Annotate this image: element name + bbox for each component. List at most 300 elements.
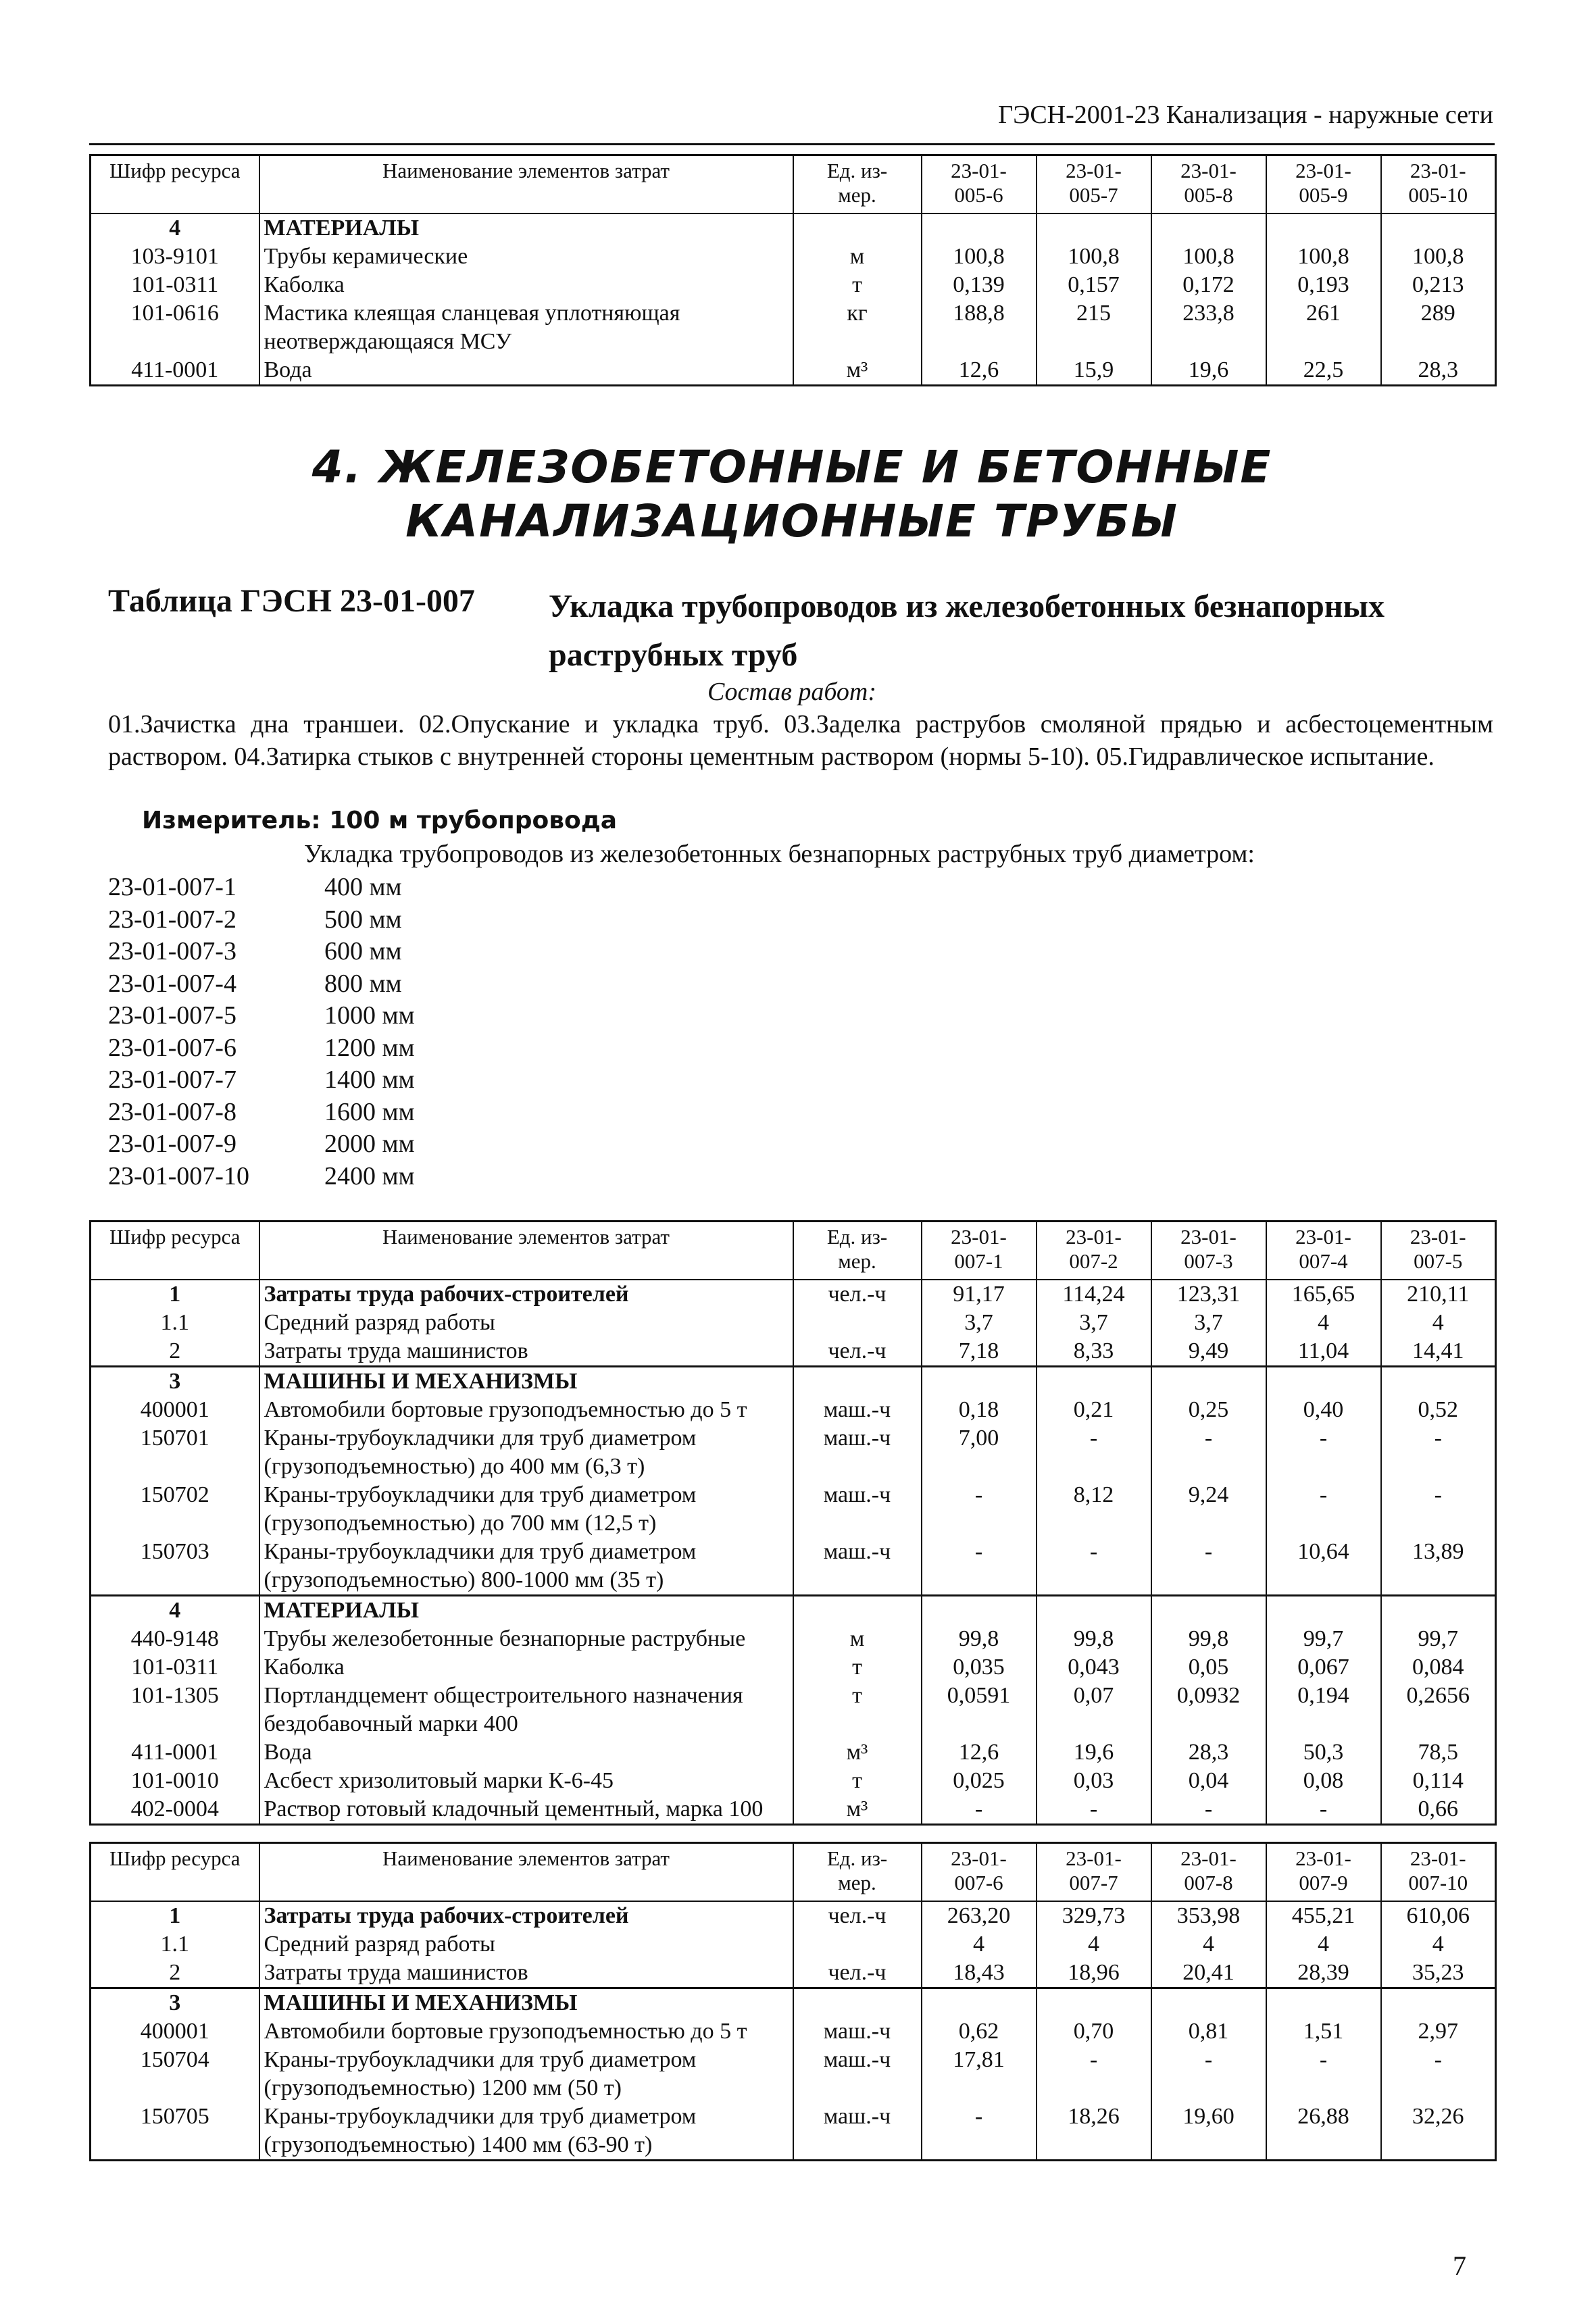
diameter-item	[108, 1161, 415, 1193]
cost-element-name: Краны-трубоукладчики для труб диаметром (грузоподъемностью) 1200 мм (50 т)	[259, 2046, 793, 2103]
diameter-value: 600 мм	[324, 937, 402, 965]
value-cell: 100,8	[922, 243, 1037, 271]
cost-element-name: Асбест хризолитовый марки К-6-45	[259, 1767, 793, 1795]
header-norm-code: 23-01- 005-10	[1381, 155, 1496, 214]
cost-element-name: МАТЕРИАЛЫ	[259, 213, 793, 243]
resource-code: 101-0311	[91, 271, 259, 299]
value-cell: 4	[922, 1930, 1037, 1959]
cost-element-name: Портландцемент общестроительного назначения бездобавочный марки 400	[259, 1682, 793, 1738]
resource-code: 2	[91, 1959, 259, 1988]
value-cell	[1266, 1596, 1381, 1626]
value-cell: 261	[1266, 299, 1381, 356]
header-norm-code: 23-01- 007-3	[1151, 1222, 1266, 1280]
table-row	[91, 1930, 1496, 1959]
value-cell: -	[1037, 2046, 1151, 2103]
header-norm-code: 23-01- 005-7	[1037, 155, 1151, 214]
table-row	[91, 1424, 1496, 1481]
norm-code: 23-01-007-1	[108, 873, 236, 901]
cost-element-name: МАТЕРИАЛЫ	[259, 1596, 793, 1626]
resource-code: 150705	[91, 2103, 259, 2161]
unit-cell: маш.-ч	[793, 2046, 922, 2103]
table-row	[91, 1538, 1496, 1596]
value-cell: 0,139	[922, 271, 1037, 299]
resource-code: 150701	[91, 1424, 259, 1481]
table-row	[91, 1309, 1496, 1337]
resource-code: 101-1305	[91, 1682, 259, 1738]
value-cell: 188,8	[922, 299, 1037, 356]
value-cell: 8,33	[1037, 1337, 1151, 1367]
value-cell: 4	[1266, 1930, 1381, 1959]
value-cell: -	[1266, 2046, 1381, 2103]
value-cell	[1266, 1988, 1381, 2018]
value-cell: 0,04	[1151, 1767, 1266, 1795]
diameter-item	[108, 1032, 415, 1065]
value-cell: 100,8	[1381, 243, 1496, 271]
value-cell	[1151, 1988, 1266, 2018]
unit-cell: т	[793, 1682, 922, 1738]
value-cell: 0,05	[1151, 1653, 1266, 1682]
value-cell: 4	[1037, 1930, 1151, 1959]
value-cell: 0,66	[1381, 1795, 1496, 1825]
resource-code: 1	[91, 1901, 259, 1930]
cost-element-name: Трубы железобетонные безнапорные раструбные	[259, 1625, 793, 1653]
norm-code: 23-01-007-8	[108, 1097, 236, 1126]
cost-element-name: Затраты труда рабочих-строителей	[259, 1901, 793, 1930]
table-row	[91, 213, 1496, 243]
value-cell: 17,81	[922, 2046, 1037, 2103]
value-cell: 123,31	[1151, 1280, 1266, 1309]
value-cell: 0,035	[922, 1653, 1037, 1682]
value-cell: 610,06	[1381, 1901, 1496, 1930]
table-row	[91, 1901, 1496, 1930]
resource-code: 2	[91, 1337, 259, 1367]
value-cell: -	[1381, 1424, 1496, 1481]
cost-element-name: Автомобили бортовые грузоподъемностью до 5 т	[259, 2017, 793, 2046]
value-cell: 0,025	[922, 1767, 1037, 1795]
table-row	[91, 356, 1496, 386]
table-label: Таблица ГЭСН 23-01-007	[108, 583, 475, 619]
resource-code: 402-0004	[91, 1795, 259, 1825]
value-cell: 28,3	[1381, 356, 1496, 386]
value-cell: -	[1151, 1538, 1266, 1596]
value-cell: 0,084	[1381, 1653, 1496, 1682]
cost-element-name: Краны-трубоукладчики для труб диаметром (грузоподъемностью) 1400 мм (63-90 т)	[259, 2103, 793, 2161]
value-cell: 35,23	[1381, 1959, 1496, 1988]
norm-code: 23-01-007-10	[108, 1161, 249, 1190]
table-header-row	[91, 155, 1496, 214]
resource-code: 4	[91, 213, 259, 243]
unit-cell: м³	[793, 1738, 922, 1767]
value-cell: 22,5	[1266, 356, 1381, 386]
value-cell: -	[1381, 1481, 1496, 1538]
header-unit: Ед. из- мер.	[793, 1222, 922, 1280]
value-cell: 0,0591	[922, 1682, 1037, 1738]
value-cell: 7,18	[922, 1337, 1037, 1367]
header-name: Наименование элементов затрат	[259, 155, 793, 214]
cost-element-name: Средний разряд работы	[259, 1930, 793, 1959]
table-row	[91, 1795, 1496, 1825]
value-cell: 4	[1381, 1930, 1496, 1959]
cost-element-name: Вода	[259, 356, 793, 386]
cost-element-name: МАШИНЫ И МЕХАНИЗМЫ	[259, 1367, 793, 1397]
norm-code: 23-01-007-9	[108, 1130, 236, 1158]
resource-code: 101-0311	[91, 1653, 259, 1682]
value-cell: 329,73	[1037, 1901, 1151, 1930]
unit-cell: м³	[793, 356, 922, 386]
resource-code: 150703	[91, 1538, 259, 1596]
diameter-value: 800 мм	[324, 969, 402, 998]
value-cell: 26,88	[1266, 2103, 1381, 2161]
resource-code: 150704	[91, 2046, 259, 2103]
value-cell: 4	[1266, 1309, 1381, 1337]
cost-element-name: Затраты труда рабочих-строителей	[259, 1280, 793, 1309]
diameter-item	[108, 904, 415, 936]
value-cell: 4	[1381, 1309, 1496, 1337]
value-cell	[922, 1988, 1037, 2018]
value-cell: 0,21	[1037, 1396, 1151, 1424]
header-rule	[89, 143, 1495, 145]
value-cell: 91,17	[922, 1280, 1037, 1309]
value-cell: 9,49	[1151, 1337, 1266, 1367]
value-cell: 19,6	[1151, 356, 1266, 386]
resource-code: 440-9148	[91, 1625, 259, 1653]
resource-code: 400001	[91, 1396, 259, 1424]
value-cell: 0,114	[1381, 1767, 1496, 1795]
value-cell: 1,51	[1266, 2017, 1381, 2046]
works-text: 01.Зачистка дна траншеи. 02.Опускание и укладка труб. 03.Заделка раструбов смоляной прядью и асбестоцементным раствором. 04.Затирка стыков с внутренней стороны цементным раствором (нормы 5-10). 05.Гидравлическое испытание.	[108, 710, 1493, 771]
norms-table-007-6-10	[89, 1842, 1497, 2161]
table-row	[91, 1337, 1496, 1367]
value-cell: 12,6	[922, 356, 1037, 386]
unit-cell: м³	[793, 1795, 922, 1825]
unit-cell: т	[793, 1767, 922, 1795]
value-cell: 100,8	[1037, 243, 1151, 271]
value-cell: -	[1037, 1538, 1151, 1596]
value-cell: -	[1037, 1424, 1151, 1481]
value-cell: 0,067	[1266, 1653, 1381, 1682]
resource-code: 101-0616	[91, 299, 259, 356]
value-cell: -	[922, 1481, 1037, 1538]
value-cell: 0,194	[1266, 1682, 1381, 1738]
value-cell: 210,11	[1381, 1280, 1496, 1309]
value-cell: 114,24	[1037, 1280, 1151, 1309]
unit-cell: маш.-ч	[793, 2017, 922, 2046]
unit-cell: т	[793, 271, 922, 299]
value-cell: -	[1151, 2046, 1266, 2103]
value-cell: 14,41	[1381, 1337, 1496, 1367]
value-cell	[1037, 1596, 1151, 1626]
value-cell	[1381, 1988, 1496, 2018]
section-title-line2: КАНАЛИЗАЦИОННЫЕ ТРУБЫ	[405, 495, 1178, 547]
diameter-value: 1600 мм	[324, 1097, 415, 1126]
value-cell	[1381, 1367, 1496, 1397]
value-cell: -	[1151, 1424, 1266, 1481]
header-norm-code: 23-01- 007-9	[1266, 1843, 1381, 1902]
value-cell: 8,12	[1037, 1481, 1151, 1538]
value-cell: 18,26	[1037, 2103, 1151, 2161]
table-row	[91, 1396, 1496, 1424]
value-cell: -	[922, 1795, 1037, 1825]
resource-code: 411-0001	[91, 1738, 259, 1767]
value-cell: 0,70	[1037, 2017, 1151, 2046]
value-cell: 18,43	[922, 1959, 1037, 1988]
diameter-value: 1000 мм	[324, 1001, 415, 1030]
table-header-row	[91, 1222, 1496, 1280]
value-cell: 0,18	[922, 1396, 1037, 1424]
value-cell: 2,97	[1381, 2017, 1496, 2046]
resource-code: 3	[91, 1367, 259, 1397]
value-cell: 9,24	[1151, 1481, 1266, 1538]
unit-cell: т	[793, 1653, 922, 1682]
header-norm-code: 23-01- 007-4	[1266, 1222, 1381, 1280]
value-cell: 4	[1151, 1930, 1266, 1959]
value-cell: 28,3	[1151, 1738, 1266, 1767]
norm-code: 23-01-007-2	[108, 905, 236, 934]
value-cell: 263,20	[922, 1901, 1037, 1930]
value-cell: 0,043	[1037, 1653, 1151, 1682]
table-row	[91, 1280, 1496, 1309]
value-cell: 289	[1381, 299, 1496, 356]
value-cell: 0,157	[1037, 271, 1151, 299]
diameter-value: 1400 мм	[324, 1065, 415, 1094]
unit-cell: чел.-ч	[793, 1959, 922, 1988]
unit-cell: м	[793, 1625, 922, 1653]
table-row	[91, 1653, 1496, 1682]
value-cell	[1266, 213, 1381, 243]
page-header: ГЭСН-2001-23 Канализация - наружные сети	[998, 101, 1493, 129]
diameter-item	[108, 1128, 415, 1161]
diameter-item	[108, 1000, 415, 1032]
unit-cell: чел.-ч	[793, 1280, 922, 1309]
value-cell: 28,39	[1266, 1959, 1381, 1988]
value-cell: 3,7	[922, 1309, 1037, 1337]
value-cell: 10,64	[1266, 1538, 1381, 1596]
value-cell: 19,6	[1037, 1738, 1151, 1767]
value-cell	[1381, 213, 1496, 243]
materials-table-005	[89, 154, 1497, 386]
value-cell: 455,21	[1266, 1901, 1381, 1930]
diameter-value: 500 мм	[324, 905, 402, 934]
table-row	[91, 271, 1496, 299]
header-norm-code: 23-01- 007-6	[922, 1843, 1037, 1902]
cost-element-name: Раствор готовый кладочный цементный, марка 100	[259, 1795, 793, 1825]
value-cell: 0,62	[922, 2017, 1037, 2046]
composition-label: Состав работ:	[707, 678, 877, 706]
value-cell: 7,00	[922, 1424, 1037, 1481]
value-cell: 0,213	[1381, 271, 1496, 299]
unit-cell: маш.-ч	[793, 1538, 922, 1596]
resource-code: 400001	[91, 2017, 259, 2046]
page-number: 7	[1453, 2250, 1466, 2281]
table-row	[91, 2046, 1496, 2103]
header-norm-code: 23-01- 007-1	[922, 1222, 1037, 1280]
value-cell: 19,60	[1151, 2103, 1266, 2161]
unit-cell: маш.-ч	[793, 2103, 922, 2161]
value-cell: 18,96	[1037, 1959, 1151, 1988]
value-cell: 100,8	[1151, 243, 1266, 271]
cost-element-name: Каболка	[259, 1653, 793, 1682]
value-cell	[922, 1596, 1037, 1626]
value-cell: 13,89	[1381, 1538, 1496, 1596]
value-cell: 15,9	[1037, 356, 1151, 386]
value-cell: 0,52	[1381, 1396, 1496, 1424]
header-norm-code: 23-01- 007-10	[1381, 1843, 1496, 1902]
unit-cell	[793, 1930, 922, 1959]
diameter-intro: Укладка трубопроводов из железобетонных безнапорных раструбных труб диаметром:	[304, 840, 1255, 868]
table-row	[91, 1481, 1496, 1538]
value-cell: 99,7	[1381, 1625, 1496, 1653]
header-name: Наименование элементов затрат	[259, 1843, 793, 1902]
header-code: Шифр ресурса	[91, 155, 259, 214]
unit-cell	[793, 1309, 922, 1337]
diameter-value: 2400 мм	[324, 1161, 415, 1190]
norm-code: 23-01-007-7	[108, 1065, 236, 1094]
value-cell: -	[922, 1538, 1037, 1596]
cost-element-name: Вода	[259, 1738, 793, 1767]
value-cell: 20,41	[1151, 1959, 1266, 1988]
value-cell: 99,8	[922, 1625, 1037, 1653]
unit-cell	[793, 1596, 922, 1626]
table-row	[91, 1767, 1496, 1795]
table-row	[91, 2017, 1496, 2046]
cost-element-name: Краны-трубоукладчики для труб диаметром (грузоподъемностью) 800-1000 мм (35 т)	[259, 1538, 793, 1596]
diameter-item	[108, 968, 415, 1001]
norm-code: 23-01-007-3	[108, 937, 236, 965]
diameter-value: 400 мм	[324, 873, 402, 901]
value-cell	[1037, 213, 1151, 243]
unit-cell: маш.-ч	[793, 1424, 922, 1481]
unit-cell: кг	[793, 299, 922, 356]
value-cell: 99,8	[1151, 1625, 1266, 1653]
table-row	[91, 1959, 1496, 1988]
table-row	[91, 1738, 1496, 1767]
diameter-item	[108, 1064, 415, 1097]
table-row	[91, 1682, 1496, 1738]
value-cell: 0,81	[1151, 2017, 1266, 2046]
norms-table-007-1-5	[89, 1220, 1497, 1826]
value-cell	[922, 1367, 1037, 1397]
diameter-value: 1200 мм	[324, 1033, 415, 1062]
value-cell: -	[1266, 1795, 1381, 1825]
meter-label: Измеритель: 100 м трубопровода	[142, 807, 618, 834]
cost-element-name: Мастика клеящая сланцевая уплотняющая неотверждающаяся МСУ	[259, 299, 793, 356]
cost-element-name: МАШИНЫ И МЕХАНИЗМЫ	[259, 1988, 793, 2018]
diameter-item	[108, 936, 415, 968]
resource-code: 1.1	[91, 1309, 259, 1337]
table-row	[91, 1988, 1496, 2018]
table-row	[91, 2103, 1496, 2161]
section-title-line1: 4. ЖЕЛЕЗОБЕТОННЫЕ И БЕТОННЫЕ	[311, 441, 1272, 493]
table-row	[91, 299, 1496, 356]
header-norm-code: 23-01- 005-8	[1151, 155, 1266, 214]
table-row	[91, 243, 1496, 271]
cost-element-name: Затраты труда машинистов	[259, 1959, 793, 1988]
cost-element-name: Затраты труда машинистов	[259, 1337, 793, 1367]
resource-code: 4	[91, 1596, 259, 1626]
norm-code: 23-01-007-6	[108, 1033, 236, 1062]
value-cell: -	[1037, 1795, 1151, 1825]
resource-code: 150702	[91, 1481, 259, 1538]
cost-element-name: Каболка	[259, 271, 793, 299]
header-name: Наименование элементов затрат	[259, 1222, 793, 1280]
value-cell: 50,3	[1266, 1738, 1381, 1767]
value-cell	[1037, 1367, 1151, 1397]
cost-element-name: Краны-трубоукладчики для труб диаметром (грузоподъемностью) до 400 мм (6,3 т)	[259, 1424, 793, 1481]
unit-cell: чел.-ч	[793, 1901, 922, 1930]
header-norm-code: 23-01- 005-9	[1266, 155, 1381, 214]
table-header-row	[91, 1843, 1496, 1902]
value-cell	[1266, 1367, 1381, 1397]
header-unit: Ед. из- мер.	[793, 155, 922, 214]
resource-code: 1	[91, 1280, 259, 1309]
resource-code: 3	[91, 1988, 259, 2018]
value-cell: 0,40	[1266, 1396, 1381, 1424]
value-cell	[922, 213, 1037, 243]
diameter-item	[108, 1097, 415, 1129]
value-cell: 0,03	[1037, 1767, 1151, 1795]
value-cell: 3,7	[1037, 1309, 1151, 1337]
value-cell: -	[1266, 1481, 1381, 1538]
diameter-item	[108, 872, 415, 904]
unit-cell: м	[793, 243, 922, 271]
value-cell: 0,08	[1266, 1767, 1381, 1795]
header-code: Шифр ресурса	[91, 1843, 259, 1902]
header-norm-code: 23-01- 007-8	[1151, 1843, 1266, 1902]
value-cell: 0,07	[1037, 1682, 1151, 1738]
header-norm-code: 23-01- 007-2	[1037, 1222, 1151, 1280]
diameter-value: 2000 мм	[324, 1130, 415, 1158]
section-title	[89, 441, 1495, 549]
value-cell: 78,5	[1381, 1738, 1496, 1767]
header-code: Шифр ресурса	[91, 1222, 259, 1280]
value-cell: 12,6	[922, 1738, 1037, 1767]
cost-element-name: Автомобили бортовые грузоподъемностью до 5 т	[259, 1396, 793, 1424]
value-cell: 0,0932	[1151, 1682, 1266, 1738]
value-cell: 99,8	[1037, 1625, 1151, 1653]
header-norm-code: 23-01- 007-7	[1037, 1843, 1151, 1902]
resource-code: 101-0010	[91, 1767, 259, 1795]
value-cell: -	[922, 2103, 1037, 2161]
value-cell: 11,04	[1266, 1337, 1381, 1367]
unit-cell	[793, 213, 922, 243]
header-unit: Ед. из- мер.	[793, 1843, 922, 1902]
unit-cell: чел.-ч	[793, 1337, 922, 1367]
value-cell: 0,172	[1151, 271, 1266, 299]
cost-element-name: Средний разряд работы	[259, 1309, 793, 1337]
cost-element-name: Краны-трубоукладчики для труб диаметром (грузоподъемностью) до 700 мм (12,5 т)	[259, 1481, 793, 1538]
value-cell: 165,65	[1266, 1280, 1381, 1309]
diameter-list	[108, 872, 415, 1192]
value-cell: 100,8	[1266, 243, 1381, 271]
value-cell	[1151, 213, 1266, 243]
norm-code: 23-01-007-5	[108, 1001, 236, 1030]
header-norm-code: 23-01- 005-6	[922, 155, 1037, 214]
value-cell: -	[1266, 1424, 1381, 1481]
value-cell	[1151, 1596, 1266, 1626]
value-cell: -	[1151, 1795, 1266, 1825]
value-cell: 353,98	[1151, 1901, 1266, 1930]
unit-cell: маш.-ч	[793, 1481, 922, 1538]
value-cell: -	[1381, 2046, 1496, 2103]
norm-code: 23-01-007-4	[108, 969, 236, 998]
value-cell: 215	[1037, 299, 1151, 356]
value-cell: 233,8	[1151, 299, 1266, 356]
unit-cell	[793, 1988, 922, 2018]
unit-cell	[793, 1367, 922, 1397]
value-cell: 32,26	[1381, 2103, 1496, 2161]
value-cell	[1381, 1596, 1496, 1626]
resource-code: 411-0001	[91, 356, 259, 386]
